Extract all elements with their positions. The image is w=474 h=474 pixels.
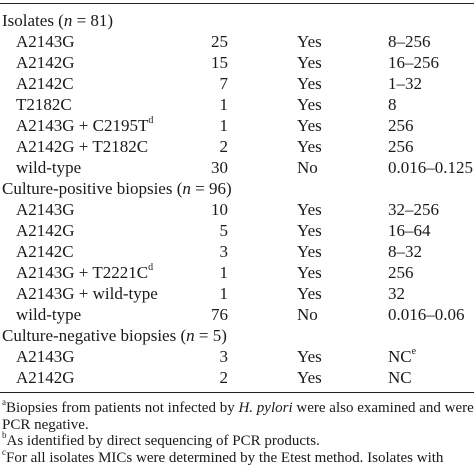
mic-cell [388,241,422,262]
section-title [2,10,113,31]
footnote-line [2,397,474,417]
pcr-result-cell: Yes [297,74,322,93]
mic-cell [388,262,414,283]
table-row [0,136,474,157]
count-cell: 7 [219,74,228,93]
mic-cell [388,115,414,136]
mic-value: 32–256 [388,200,439,219]
mutation-name: A2143G [16,347,75,366]
results-table [0,10,474,388]
pcr-result-cell: No [297,158,318,177]
pcr-result-cell: Yes [297,32,322,51]
section-header [0,10,474,31]
mutation-name: A2143G [16,200,75,219]
mutation-name: A2142G [16,53,75,72]
mutation-cell [16,157,81,178]
mic-cell [388,199,439,220]
mic-cell [388,136,414,157]
count-cell: 10 [211,200,228,219]
mic-value: 256 [388,263,414,282]
mutation-cell [16,199,75,220]
pcr-result-cell: Yes [297,137,322,156]
section-title-variable: n [186,326,195,345]
mutation-name: wild-type [16,305,82,324]
footnote-species: H. pylori [238,400,293,416]
section-title-prefix: Isolates ( [2,11,64,30]
mic-value: 8–32 [388,242,422,261]
table-row [0,262,474,283]
count-cell: 1 [219,263,228,282]
section-title-variable: n [182,179,191,198]
mutation-cell [16,367,75,388]
mutation-name: A2142G + T2182C [16,137,149,156]
count-cell: 5 [219,221,228,240]
mic-cell [388,220,431,241]
footnote-mark: b [2,430,7,440]
table-row [0,241,474,262]
mic-cell [388,346,416,367]
mic-value: 256 [388,116,414,135]
pcr-result-cell: Yes [297,95,322,114]
pcr-result-cell: Yes [297,347,322,366]
count-cell: 2 [219,137,228,156]
section-title-suffix: = 81) [72,11,114,30]
section-title-suffix: = 96) [190,179,232,198]
mic-cell [388,304,465,325]
pcr-result-cell: Yes [297,221,322,240]
mic-cell [388,94,397,115]
mutation-name: A2143G [16,32,75,51]
footnote-text: Biopsies from patients not infected by [6,400,239,416]
table-row [0,115,474,136]
mic-value: 1–32 [388,74,422,93]
table-row [0,346,474,367]
footnote-line [2,446,472,467]
footnote-mark: d [148,262,154,274]
mutation-cell [16,136,148,157]
mic-value: 0.016–0.125 [388,158,473,177]
count-cell: 76 [211,305,228,324]
table-bottom-rule [0,392,474,393]
pcr-result-cell: Yes [297,368,322,387]
mic-cell [388,52,439,73]
mutation-name: A2143G + wild-type [16,284,158,303]
section-header [0,178,474,199]
section-title-prefix: Culture-positive biopsies ( [2,179,183,198]
mutation-cell [16,241,74,262]
count-cell: 15 [211,53,228,72]
table-row [0,367,474,388]
count-cell: 1 [219,116,228,135]
mutation-cell [16,283,158,304]
mutation-cell [16,31,75,52]
table-row [0,157,474,178]
mic-value: 8 [388,95,397,114]
count-cell: 1 [219,284,228,303]
footnote-text: PCR negative. [2,416,89,433]
mutation-cell [16,94,72,115]
count-cell: 3 [219,242,228,261]
pcr-result-cell: No [297,305,318,324]
count-cell: 30 [211,158,228,177]
mutation-cell [16,115,153,136]
table-top-rule [0,3,474,4]
footnote-text: For all isolates MICs were determined by the Etest method. Isolates with [6,449,444,466]
mic-value: NC [388,347,412,366]
count-cell: 1 [219,95,228,114]
table-row [0,73,474,94]
mic-cell [388,157,473,178]
table-row [0,199,474,220]
pcr-result-cell: Yes [297,53,322,72]
table-row [0,31,474,52]
table-row [0,220,474,241]
pcr-result-cell: Yes [297,263,322,282]
mutation-cell [16,73,74,94]
mutation-name: A2142G [16,368,75,387]
footnote-mark: d [148,115,154,127]
count-cell: 3 [219,347,228,366]
section-title-variable: n [63,11,73,30]
mutation-name: A2142C [16,74,74,93]
pcr-result-cell: Yes [297,200,322,219]
mic-cell [388,31,431,52]
mic-value: NC [388,368,412,387]
footnote-line [2,430,472,450]
table-row [0,304,474,325]
mutation-name: A2143G + T2221C [16,263,149,282]
table-row [0,52,474,73]
table-row [0,283,474,304]
section-title-suffix: = 5) [194,326,227,345]
pcr-result-cell: Yes [297,242,322,261]
section-title [2,325,227,346]
mic-cell [388,367,412,388]
mic-cell [388,73,422,94]
mic-value: 16–64 [388,221,431,240]
mutation-name: A2142C [16,242,74,261]
mic-value: 0.016–0.06 [388,305,465,324]
footnote-line [2,417,472,434]
mutation-cell [16,220,75,241]
count-cell: 2 [219,368,228,387]
mutation-name: T2182C [16,95,72,114]
mic-cell [388,283,405,304]
mic-value: 32 [388,284,405,303]
mic-value: 8–256 [388,32,431,51]
mutation-cell [16,52,75,73]
mutation-name: A2143G + C2195T [16,116,149,135]
footnote-text: were also examined and were [292,400,474,416]
mutation-cell [16,346,75,367]
section-header [0,325,474,346]
mutation-name: A2142G [16,221,75,240]
footnote-text: As identified by direct sequencing of PCR products. [6,433,320,449]
pcr-result-cell: Yes [297,284,322,303]
mic-value: 16–256 [388,53,439,72]
table-footnotes [2,397,474,466]
mutation-name: wild-type [16,158,82,177]
pcr-result-cell: Yes [297,116,322,135]
mutation-cell [16,262,153,283]
footnote-mark: c [2,446,6,457]
mutation-cell [16,304,81,325]
footnote-mark: e [411,346,417,358]
count-cell: 25 [211,32,228,51]
section-title [2,178,232,199]
table-row [0,94,474,115]
footnote-mark: a [2,397,6,407]
mic-value: 256 [388,137,414,156]
section-title-prefix: Culture-negative biopsies ( [2,326,187,345]
